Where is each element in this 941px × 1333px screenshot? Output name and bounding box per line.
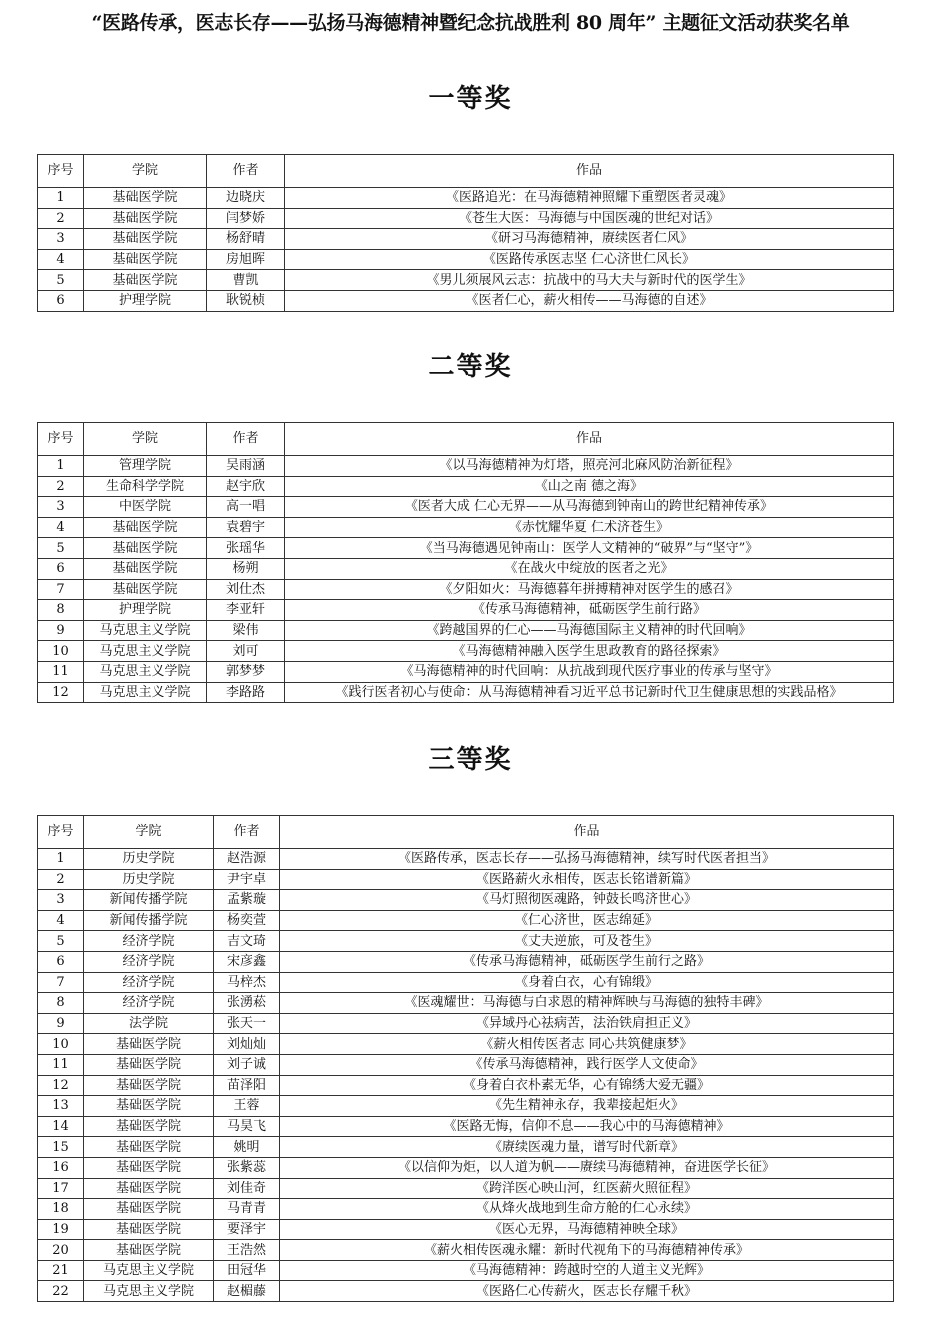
- cell-no: 5: [38, 270, 84, 291]
- table-header-row: [38, 816, 894, 849]
- cell-author: 袁碧宇: [207, 517, 285, 538]
- cell-author: 杨奕萱: [214, 910, 280, 931]
- table-row: [38, 1157, 894, 1178]
- cell-no: 6: [38, 290, 84, 311]
- section-heading-third-prize: 三等奖: [428, 745, 513, 775]
- cell-no: 2: [38, 208, 84, 229]
- cell-author: 姚明: [214, 1137, 280, 1158]
- section-heading-first-prize: 一等奖: [428, 84, 513, 114]
- cell-work: 《当马海德遇见钟南山：医学人文精神的“破界”与“坚守”》: [285, 538, 894, 559]
- table-row: [38, 993, 894, 1014]
- cell-no: 8: [38, 600, 84, 621]
- cell-no: 8: [38, 993, 84, 1014]
- cell-college: 基础医学院: [84, 1075, 214, 1096]
- cell-college: 基础医学院: [84, 1199, 214, 1220]
- cell-work: 《身着白衣朴素无华，心有锦绣大爱无疆》: [280, 1075, 894, 1096]
- cell-author: 苗泽阳: [214, 1075, 280, 1096]
- cell-college: 基础医学院: [84, 1034, 214, 1055]
- table-row: [38, 1199, 894, 1220]
- table-row: [38, 579, 894, 600]
- column-header-no: 序号: [38, 816, 84, 849]
- table-row: [38, 1219, 894, 1240]
- cell-work: 《以信仰为炬，以人道为帆——赓续马海德精神，奋进医学长征》: [280, 1157, 894, 1178]
- cell-college: 马克思主义学院: [84, 1260, 214, 1281]
- table-row: [38, 849, 894, 870]
- cell-work: 《传承马海德精神，砥砺医学生前行之路》: [280, 951, 894, 972]
- cell-no: 21: [38, 1260, 84, 1281]
- cell-author: 李亚轩: [207, 600, 285, 621]
- table-row: [38, 229, 894, 250]
- cell-college: 护理学院: [84, 290, 207, 311]
- cell-no: 1: [38, 849, 84, 870]
- cell-work: 《从烽火战地到生命方舱的仁心永续》: [280, 1199, 894, 1220]
- cell-no: 11: [38, 1054, 84, 1075]
- cell-work: 《马海德精神的时代回响：从抗战到现代医疗事业的传承与坚守》: [285, 661, 894, 682]
- cell-no: 4: [38, 517, 84, 538]
- cell-author: 刘可: [207, 641, 285, 662]
- cell-work: 《丈夫逆旅，可及苍生》: [280, 931, 894, 952]
- table-row: [38, 249, 894, 270]
- cell-no: 7: [38, 579, 84, 600]
- column-header-no: 序号: [38, 155, 84, 188]
- cell-work: 《先生精神永存，我辈接起炬火》: [280, 1096, 894, 1117]
- cell-work: 《薪火相传医魂永耀：新时代视角下的马海德精神传承》: [280, 1240, 894, 1261]
- cell-work: 《马灯照彻医魂路，钟鼓长鸣济世心》: [280, 890, 894, 911]
- cell-author: 宋彦鑫: [214, 951, 280, 972]
- table-row: [38, 1240, 894, 1261]
- cell-college: 中医学院: [84, 497, 207, 518]
- cell-author: 闫梦娇: [207, 208, 285, 229]
- cell-author: 赵浩源: [214, 849, 280, 870]
- cell-author: 刘灿灿: [214, 1034, 280, 1055]
- cell-author: 马青青: [214, 1199, 280, 1220]
- cell-no: 13: [38, 1096, 84, 1117]
- table-row: [38, 558, 894, 579]
- column-header-work: 作品: [280, 816, 894, 849]
- cell-no: 10: [38, 1034, 84, 1055]
- cell-no: 3: [38, 229, 84, 250]
- table-row: [38, 931, 894, 952]
- cell-college: 基础医学院: [84, 1096, 214, 1117]
- table-row: [38, 869, 894, 890]
- cell-work: 《在战火中绽放的医者之光》: [285, 558, 894, 579]
- cell-college: 基础医学院: [84, 1219, 214, 1240]
- cell-college: 经济学院: [84, 972, 214, 993]
- cell-no: 3: [38, 890, 84, 911]
- table-row: [38, 208, 894, 229]
- cell-college: 基础医学院: [84, 1054, 214, 1075]
- cell-college: 基础医学院: [84, 517, 207, 538]
- cell-work: 《夕阳如火：马海德暮年拼搏精神对医学生的感召》: [285, 579, 894, 600]
- cell-college: 护理学院: [84, 600, 207, 621]
- cell-work: 《异域丹心祛病苦，法治铁肩担正义》: [280, 1013, 894, 1034]
- cell-no: 22: [38, 1281, 84, 1302]
- cell-college: 经济学院: [84, 931, 214, 952]
- cell-work: 《仁心济世，医志绵延》: [280, 910, 894, 931]
- cell-work: 《传承马海德精神，砥砺医学生前行路》: [285, 600, 894, 621]
- column-header-college: 学院: [84, 155, 207, 188]
- cell-author: 赵楣藤: [214, 1281, 280, 1302]
- cell-author: 吉文琦: [214, 931, 280, 952]
- cell-college: 基础医学院: [84, 270, 207, 291]
- column-header-college: 学院: [84, 423, 207, 456]
- table-row: [38, 270, 894, 291]
- cell-no: 14: [38, 1116, 84, 1137]
- cell-work: 《医路无悔，信仰不息——我心中的马海德精神》: [280, 1116, 894, 1137]
- cell-author: 梁伟: [207, 620, 285, 641]
- cell-no: 4: [38, 249, 84, 270]
- cell-work: 《以马海德精神为灯塔，照亮河北麻风防治新征程》: [285, 456, 894, 477]
- table-row: [38, 1096, 894, 1117]
- cell-college: 法学院: [84, 1013, 214, 1034]
- cell-no: 5: [38, 538, 84, 559]
- cell-no: 2: [38, 476, 84, 497]
- table-row: [38, 910, 894, 931]
- cell-work: 《马海德精神融入医学生思政教育的路径探索》: [285, 641, 894, 662]
- cell-work: 《医路传承医志坚 仁心济世仁风长》: [285, 249, 894, 270]
- cell-work: 《身着白衣，心有锦缎》: [280, 972, 894, 993]
- table-row: [38, 641, 894, 662]
- cell-college: 经济学院: [84, 951, 214, 972]
- cell-author: 田冠华: [214, 1260, 280, 1281]
- cell-work: 《男儿须展风云志：抗战中的马大夫与新时代的医学生》: [285, 270, 894, 291]
- table-row: [38, 972, 894, 993]
- cell-college: 生命科学学院: [84, 476, 207, 497]
- cell-college: 新闻传播学院: [84, 910, 214, 931]
- cell-work: 《医路薪火永相传，医志长铭谱新篇》: [280, 869, 894, 890]
- column-header-author: 作者: [207, 155, 285, 188]
- cell-no: 18: [38, 1199, 84, 1220]
- cell-no: 9: [38, 1013, 84, 1034]
- cell-no: 12: [38, 1075, 84, 1096]
- cell-college: 基础医学院: [84, 229, 207, 250]
- cell-no: 16: [38, 1157, 84, 1178]
- cell-author: 王蓉: [214, 1096, 280, 1117]
- cell-college: 经济学院: [84, 993, 214, 1014]
- cell-author: 张紫蕊: [214, 1157, 280, 1178]
- cell-no: 19: [38, 1219, 84, 1240]
- cell-work: 《医者仁心，薪火相传——马海德的自述》: [285, 290, 894, 311]
- table-row: [38, 517, 894, 538]
- cell-no: 17: [38, 1178, 84, 1199]
- cell-work: 《传承马海德精神，践行医学人文使命》: [280, 1054, 894, 1075]
- table-row: [38, 1075, 894, 1096]
- table-row: [38, 538, 894, 559]
- table-row: [38, 1034, 894, 1055]
- cell-no: 15: [38, 1137, 84, 1158]
- cell-author: 高一唱: [207, 497, 285, 518]
- cell-no: 1: [38, 456, 84, 477]
- table-row: [38, 600, 894, 621]
- cell-no: 4: [38, 910, 84, 931]
- cell-work: 《山之南 德之海》: [285, 476, 894, 497]
- cell-no: 9: [38, 620, 84, 641]
- cell-college: 基础医学院: [84, 1157, 214, 1178]
- table-row: [38, 682, 894, 703]
- column-header-author: 作者: [214, 816, 280, 849]
- cell-work: 《医心无界，马海德精神映全球》: [280, 1219, 894, 1240]
- cell-author: 刘佳奇: [214, 1178, 280, 1199]
- cell-work: 《跨洋医心映山河，红医薪火照征程》: [280, 1178, 894, 1199]
- cell-work: 《薪火相传医者志 同心共筑健康梦》: [280, 1034, 894, 1055]
- table-row: [38, 476, 894, 497]
- table-row: [38, 188, 894, 209]
- cell-college: 马克思主义学院: [84, 641, 207, 662]
- cell-author: 刘子诚: [214, 1054, 280, 1075]
- cell-work: 《医者大成 仁心无界——从马海德到钟南山的跨世纪精神传承》: [285, 497, 894, 518]
- table-header-row: [38, 423, 894, 456]
- column-header-author: 作者: [207, 423, 285, 456]
- table-row: [38, 1054, 894, 1075]
- cell-college: 历史学院: [84, 869, 214, 890]
- cell-author: 马昊飞: [214, 1116, 280, 1137]
- cell-author: 张天一: [214, 1013, 280, 1034]
- cell-author: 杨朔: [207, 558, 285, 579]
- cell-work: 《践行医者初心与使命：从马海德精神看习近平总书记新时代卫生健康思想的实践品格》: [285, 682, 894, 703]
- cell-college: 基础医学院: [84, 249, 207, 270]
- table-row: [38, 497, 894, 518]
- cell-author: 刘仕杰: [207, 579, 285, 600]
- cell-author: 王浩然: [214, 1240, 280, 1261]
- document-title: “医路传承，医志长存——弘扬马海德精神暨纪念抗战胜利 80 周年” 主题征文活动获奖名单: [91, 12, 850, 34]
- third-prize-table: [37, 815, 894, 1302]
- cell-work: 《赤忱耀华夏 仁术济苍生》: [285, 517, 894, 538]
- cell-college: 新闻传播学院: [84, 890, 214, 911]
- cell-college: 基础医学院: [84, 1137, 214, 1158]
- cell-college: 历史学院: [84, 849, 214, 870]
- cell-author: 马梓杰: [214, 972, 280, 993]
- cell-work: 《医魂耀世：马海德与白求恩的精神辉映与马海德的独特丰碑》: [280, 993, 894, 1014]
- cell-college: 基础医学院: [84, 538, 207, 559]
- table-row: [38, 951, 894, 972]
- cell-author: 杨舒晴: [207, 229, 285, 250]
- table-row: [38, 456, 894, 477]
- table-row: [38, 1260, 894, 1281]
- cell-college: 马克思主义学院: [84, 1281, 214, 1302]
- cell-no: 6: [38, 951, 84, 972]
- cell-college: 基础医学院: [84, 1178, 214, 1199]
- table-row: [38, 1281, 894, 1302]
- cell-no: 12: [38, 682, 84, 703]
- section-heading-second-prize: 二等奖: [428, 352, 513, 382]
- table-row: [38, 290, 894, 311]
- cell-author: 房旭晖: [207, 249, 285, 270]
- cell-work: 《马海德精神：跨越时空的人道主义光辉》: [280, 1260, 894, 1281]
- cell-college: 马克思主义学院: [84, 682, 207, 703]
- cell-no: 10: [38, 641, 84, 662]
- column-header-work: 作品: [285, 155, 894, 188]
- column-header-college: 学院: [84, 816, 214, 849]
- cell-no: 1: [38, 188, 84, 209]
- cell-work: 《苍生大医：马海德与中国医魂的世纪对话》: [285, 208, 894, 229]
- cell-no: 7: [38, 972, 84, 993]
- column-header-no: 序号: [38, 423, 84, 456]
- cell-college: 基础医学院: [84, 579, 207, 600]
- cell-work: 《跨越国界的仁心——马海德国际主义精神的时代回响》: [285, 620, 894, 641]
- cell-college: 基础医学院: [84, 1240, 214, 1261]
- cell-college: 马克思主义学院: [84, 620, 207, 641]
- cell-college: 马克思主义学院: [84, 661, 207, 682]
- table-row: [38, 1116, 894, 1137]
- table-row: [38, 890, 894, 911]
- cell-author: 郭梦梦: [207, 661, 285, 682]
- cell-work: 《医路仁心传薪火，医志长存耀千秋》: [280, 1281, 894, 1302]
- cell-work: 《赓续医魂力量，谱写时代新章》: [280, 1137, 894, 1158]
- cell-author: 张湧菘: [214, 993, 280, 1014]
- cell-work: 《研习马海德精神，赓续医者仁风》: [285, 229, 894, 250]
- cell-author: 曹凯: [207, 270, 285, 291]
- column-header-work: 作品: [285, 423, 894, 456]
- cell-author: 尹宇卓: [214, 869, 280, 890]
- table-row: [38, 620, 894, 641]
- cell-author: 耿锐桢: [207, 290, 285, 311]
- first-prize-table: [37, 154, 894, 312]
- cell-no: 6: [38, 558, 84, 579]
- cell-no: 11: [38, 661, 84, 682]
- cell-no: 3: [38, 497, 84, 518]
- cell-author: 吴雨涵: [207, 456, 285, 477]
- cell-author: 李路路: [207, 682, 285, 703]
- table-row: [38, 1137, 894, 1158]
- cell-college: 管理学院: [84, 456, 207, 477]
- cell-no: 2: [38, 869, 84, 890]
- cell-author: 孟紫璇: [214, 890, 280, 911]
- cell-author: 要泽宇: [214, 1219, 280, 1240]
- table-row: [38, 661, 894, 682]
- table-row: [38, 1178, 894, 1199]
- cell-work: 《医路追光：在马海德精神照耀下重塑医者灵魂》: [285, 188, 894, 209]
- cell-author: 边晓庆: [207, 188, 285, 209]
- cell-no: 20: [38, 1240, 84, 1261]
- table-header-row: [38, 155, 894, 188]
- cell-college: 基础医学院: [84, 558, 207, 579]
- cell-author: 赵宇欣: [207, 476, 285, 497]
- cell-college: 基础医学院: [84, 188, 207, 209]
- cell-work: 《医路传承，医志长存——弘扬马海德精神，续写时代医者担当》: [280, 849, 894, 870]
- cell-no: 5: [38, 931, 84, 952]
- second-prize-table: [37, 422, 894, 703]
- cell-author: 张瑶华: [207, 538, 285, 559]
- cell-college: 基础医学院: [84, 208, 207, 229]
- cell-college: 基础医学院: [84, 1116, 214, 1137]
- table-row: [38, 1013, 894, 1034]
